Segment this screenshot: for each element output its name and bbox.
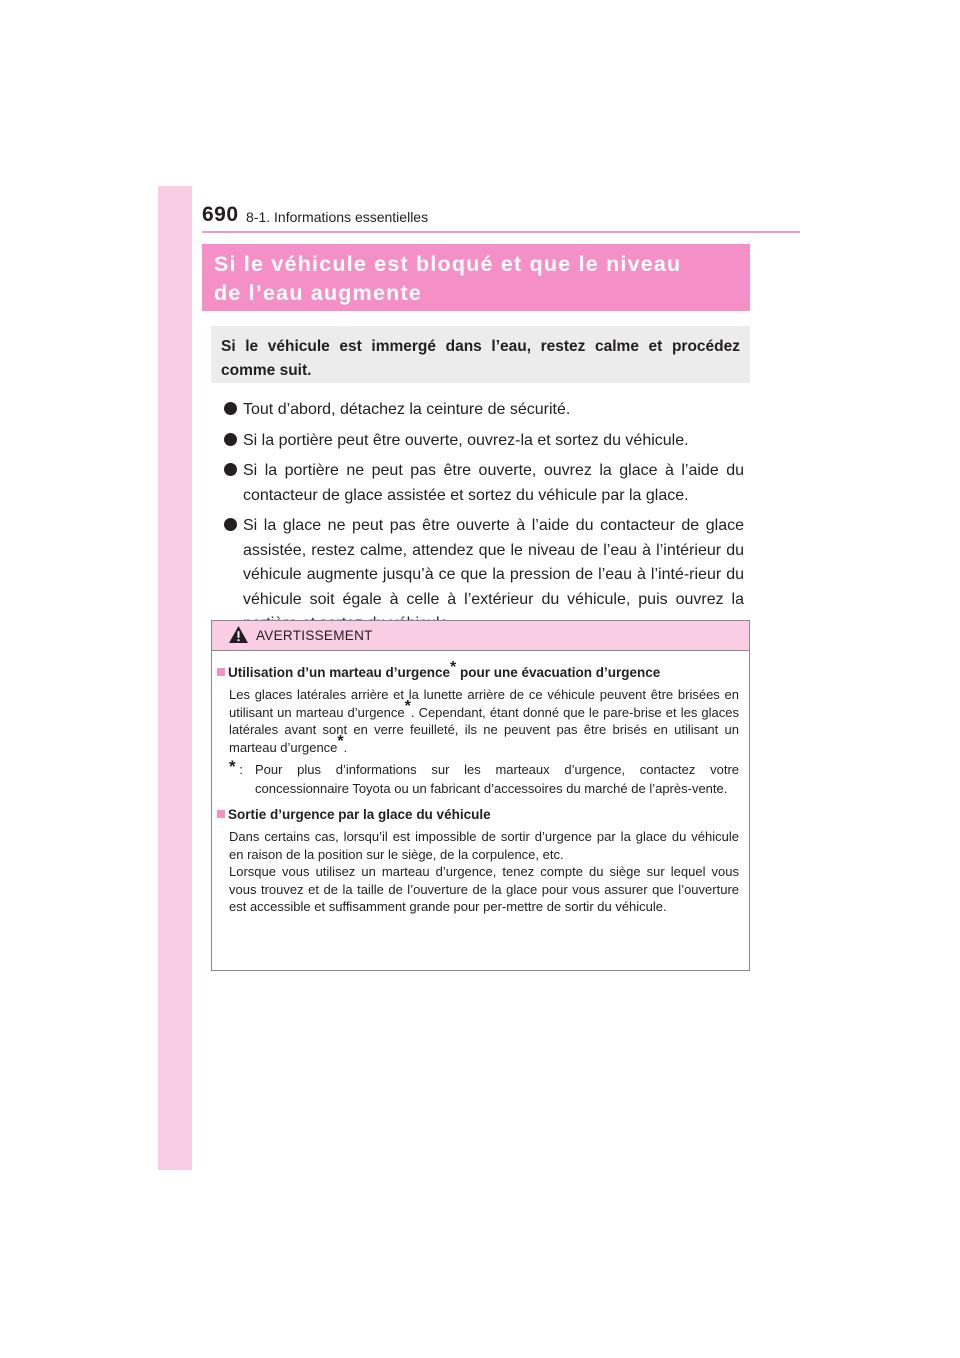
instruction-item [224,429,744,454]
warning-body [212,651,749,916]
section-label: 8-1. Informations essentielles [246,209,429,225]
instruction-text: Si la portière ne peut pas être ouverte, ouvrez la glace à l’aide du contacteur de glace assistée et sortez du véhicule par la glace. [243,462,744,504]
asterisk-mark: * [404,698,411,716]
warning-paragraph [217,686,739,756]
instruction-item [224,459,744,508]
footnote-text: Pour plus d’informations sur les marteaux d’urgence, contactez votre concessionnaire Toyota ou un fabricant d’accessoires du marché de l’après-vente. [255,762,739,796]
asterisk-mark: * [229,757,236,776]
heading-text-b: pour une évacuation d’urgence [456,665,661,680]
warning-box [211,620,750,971]
paragraph-text: . [343,739,348,755]
asterisk-mark: * [450,658,457,676]
footnote [217,757,739,798]
warning-paragraph: Dans certains cas, lorsqu’il est impossible de sortir d’urgence par la glace du véhicule en raison de la position sur le siège, de la corpulence, etc. [229,829,739,862]
instruction-list [224,398,744,643]
instruction-text: Si la glace ne peut pas être ouverte à l’aide du contacteur de glace assistée, restez calme, attendez que le niveau de l’eau à l’intérieur du véhicule augmente jusqu’à ce que la pression de l’eau à l’inté-rieur du véhicule soit égale à celle à l’extérieur du véhicule, puis ouvrez la [243,517,744,608]
instruction-text: Tout d’abord, détachez la ceinture de sécurité. [243,401,571,418]
footnote-mark [229,757,243,779]
warning-triangle-icon [228,625,249,644]
instruction-text: Si la portière peut être ouverte, ouvrez-la et sortez du véhicule. [243,431,689,449]
intro-text: Si le véhicule est immergé dans l’eau, restez calme et procédez comme suit. [221,338,740,379]
heading-text-a: Utilisation d’un marteau d’urgence [228,665,451,680]
intro-box [211,326,750,383]
paragraph-text: . Cependant, étant donné que le pare-brise et les glaces latérales avant sont en verre feuilleté, ils ne peuvent pas être brisés en utilisant un marteau d’urgence [229,704,739,755]
header-rule [202,231,800,233]
instruction-item [224,398,744,423]
section-title-line-2: de l’eau augmente [214,281,422,305]
asterisk-mark: * [337,733,344,751]
heading-text: Sortie d’urgence par la glace du véhicule [228,807,491,822]
bullet-dot-icon [224,518,237,531]
warning-title: AVERTISSEMENT [256,628,373,643]
bullet-dot-icon [224,433,237,446]
footnote-colon: : [239,762,243,777]
bullet-dot-icon [224,402,237,415]
instruction-item [224,514,744,637]
pink-square-icon [217,668,225,676]
warning-heading-window-exit [217,806,739,823]
warning-paragraph: Lorsque vous utilisez un marteau d’urgence, tenez compte du siège sur lequel vous vous trouvez et de la taille de l’ouverture de la glace pour vous assurer que l’ouverture est accessible et suffisamment grande pour per-mettre de sortir du véhicule. [229,864,739,914]
bullet-dot-icon [224,463,237,476]
section-title-box [202,244,750,311]
warning-heading-emergency-hammer [217,658,739,681]
paragraph-text: Les glaces latérales arrière et la lunette arrière de ce véhicule peuvent être brisées en utilisant un marteau d’urgence [229,687,739,720]
warning-header [212,621,749,651]
side-color-band [158,186,192,1170]
page-number: 690 [202,203,239,226]
section-title-line-1: Si le véhicule est bloqué et que le niveau [214,252,682,276]
pink-square-icon [217,810,225,818]
